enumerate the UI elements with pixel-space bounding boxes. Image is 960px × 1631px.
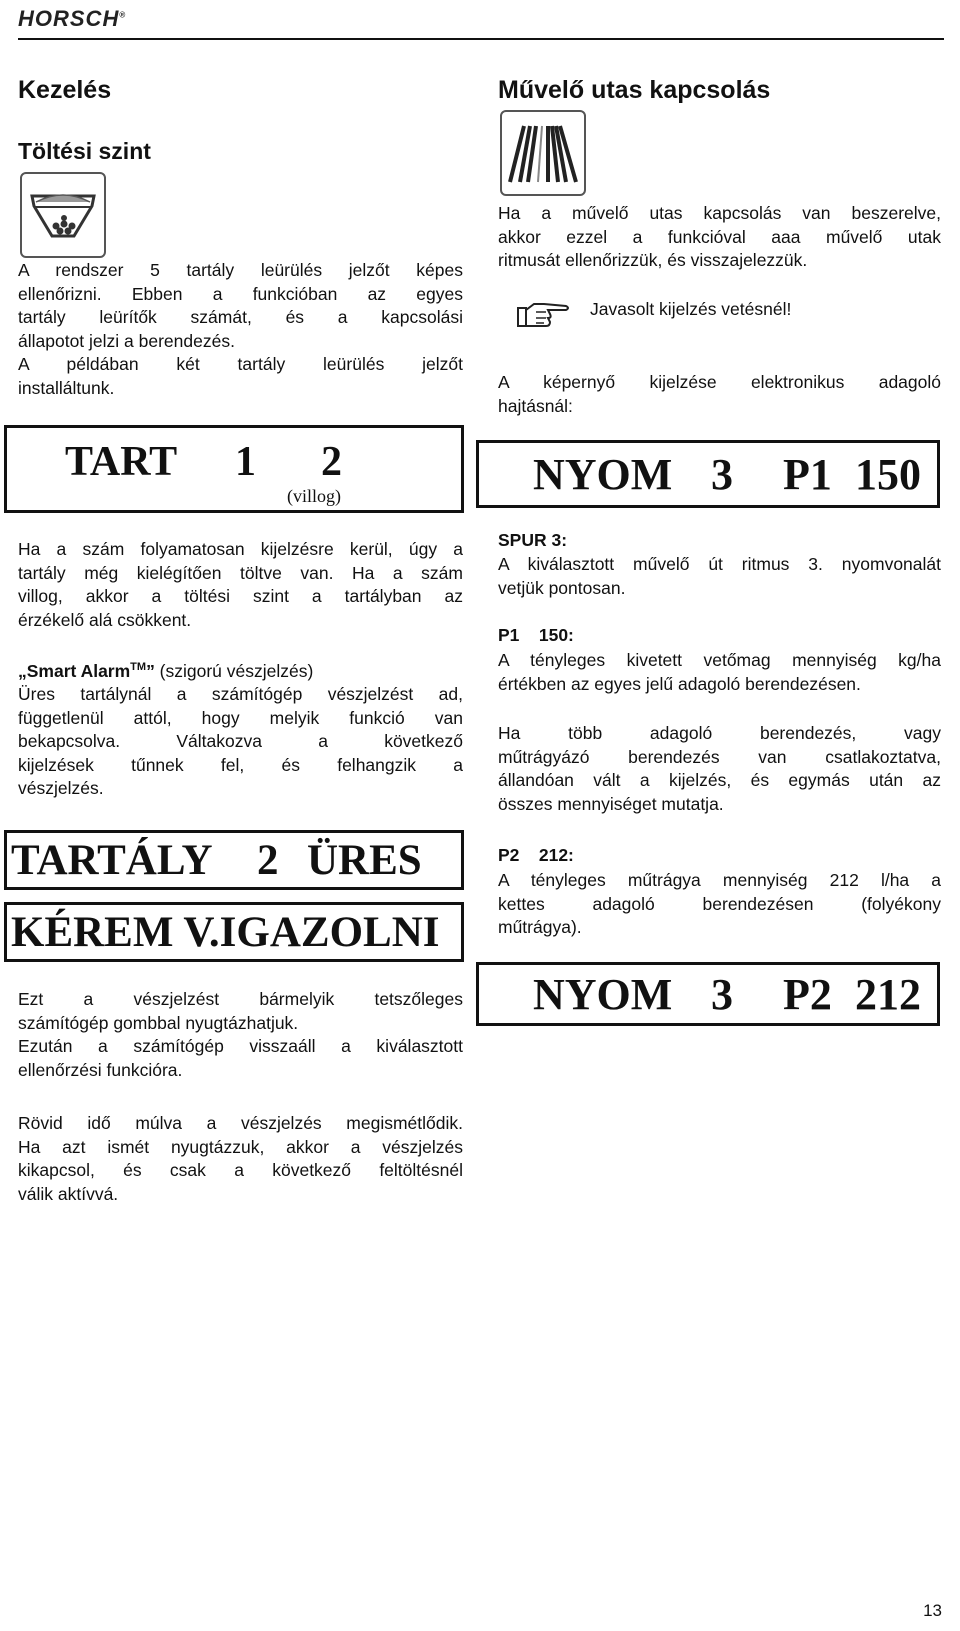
- multi-doser-paragraph: Ha több adagoló berendezés, vagy műtrágyázó berendezés van csatlakoztatva, állandóan vált a kijelzés, és egymás után az összes mennyiséget mutatja.: [498, 723, 941, 814]
- screen-display-paragraph: A képernyő kijelzése elektronikus adagoló hajtásnál:: [498, 372, 941, 416]
- acknowledge-paragraph: Ezt a vészjelzést bármelyik tetszőleges számítógép gombbal nyugtázhatjuk. Ezután a számítógép visszaáll a kiválasztott ellenőrzési funkcióra.: [18, 989, 463, 1080]
- intro-paragraph: A rendszer 5 tartály leürülés jelzőt képes ellenőrizni. Ebben a funkcióban az egyes tartály leürítők számát, és a kapcsolási állapotot jelzi a berendezés. A példában két tartály leürülés jelzőt installáltunk.: [18, 260, 463, 398]
- subsection-title-toltesi-szint: Töltési szint: [18, 138, 151, 164]
- level-explanation-paragraph: Ha a szám folyamatosan kijelzésre kerül, úgy a tartály még kielégítően töltve van. Ha a szám villog, akkor a töltési szint a tartályban az érzékelő alá csökkent.: [18, 539, 463, 630]
- page-number: 13: [923, 1601, 942, 1620]
- tank-level-icon: [20, 172, 106, 258]
- pointing-hand-icon: [514, 298, 570, 332]
- tip-text: Javasolt kijelzés vetésnél!: [590, 299, 792, 319]
- spur-label: SPUR 3:: [498, 530, 568, 550]
- display-nyom-p2: NYOM 3 P2 212: [476, 962, 940, 1026]
- display-tart: TART 1 2 (villog): [4, 425, 464, 513]
- p2-label: P2 212:: [498, 845, 574, 865]
- smart-alarm-paragraph: „Smart Alarm™” (szigorú vészjelzés) Üres tartálynál a számítógép vészjelzést ad, függetlenül attól, hogy melyik funkció van bekapcsolva. Váltakozva a következő kijelzések tűnnek fel, és felhangzik a vészjelzés.: [18, 660, 463, 799]
- section-title-kezeles: Kezelés: [18, 76, 112, 104]
- p1-label: P1 150:: [498, 625, 574, 645]
- display-tartaly-ures: TARTÁLY 2 ÜRES: [4, 830, 464, 890]
- tramline-icon: [500, 110, 586, 196]
- page-header: [18, 6, 944, 40]
- repeat-alarm-paragraph: Rövid idő múlva a vészjelzés megismétlődik. Ha azt ismét nyugtázzuk, akkor a vészjelzés kikapcsol, és csak a következő feltöltésnél válik aktívvá.: [18, 1113, 463, 1204]
- display-kerem-igazolni: KÉREM V.IGAZOLNI: [4, 902, 464, 962]
- section-title-muvelo-utas: Művelő utas kapcsolás: [498, 76, 771, 104]
- horsch-logo: HORSCH®: [18, 6, 127, 31]
- display-nyom-p1: NYOM 3 P1 150: [476, 440, 940, 508]
- p1-paragraph: A tényleges kivetett vetőmag mennyiség kg/ha értékben az egyes jelű adagoló berendezésen.: [498, 650, 941, 694]
- tramline-intro-paragraph: Ha a művelő utas kapcsolás van beszerelve, akkor ezzel a funkcióval aaa művelő utak ritmusát ellenőrizzük, és visszajelezzük.: [498, 203, 941, 270]
- p2-paragraph: A tényleges műtrágya mennyiség 212 l/ha a kettes adagoló berendezésen (folyékony műtrágya).: [498, 870, 941, 937]
- spur-paragraph: A kiválasztott művelő út ritmus 3. nyomvonalát vetjük pontosan.: [498, 554, 941, 598]
